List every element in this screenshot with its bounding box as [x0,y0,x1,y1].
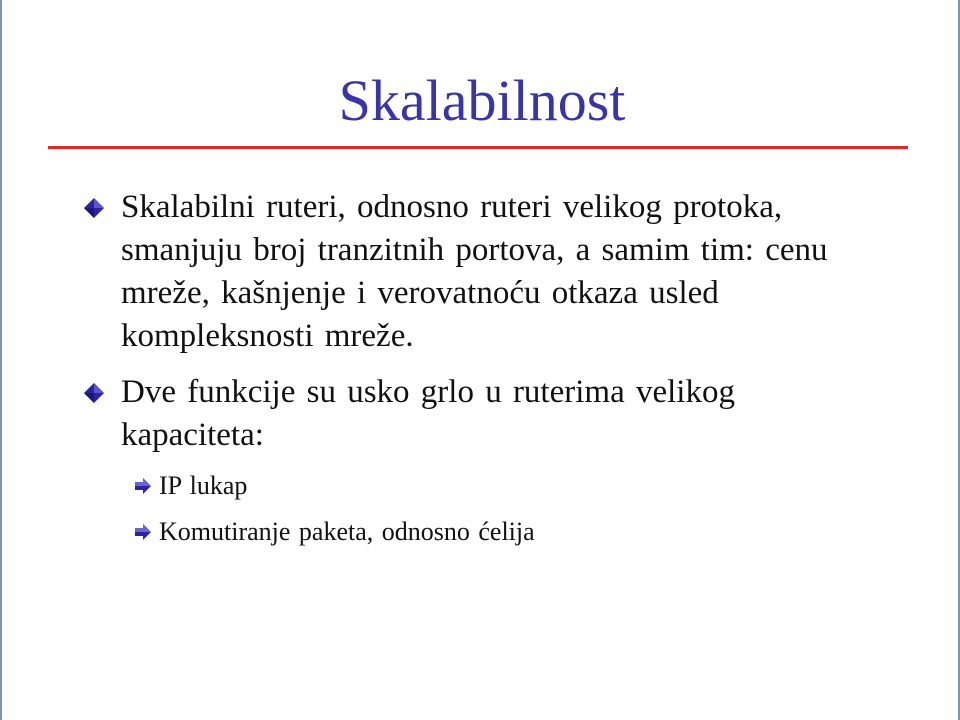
slide-content [84,186,884,562]
sub-bullet-list [84,470,884,548]
sub-bullet-text: Komutiranje paketa, odnosno ćelija [159,517,535,546]
bullet-item [84,371,884,457]
arrow-bullet-icon [134,523,152,541]
bullet-text: Dve funkcije su usko grlo u ruterima velikog kapaciteta: [121,374,735,453]
arrow-bullet-icon [134,477,152,495]
sub-bullet-item [134,516,884,548]
bullet-text: Skalabilni ruteri, odnosno ruteri velikog protoka, smanjuju broj tranzitnih portova, a samim tim: cenu mreže, kašnjenje i verovatnoću otkaza usled kompleksnosti mreže. [121,189,828,354]
sub-bullet-text: IP lukap [159,471,248,500]
diamond-bullet-icon [84,383,104,403]
sub-bullet-item [134,470,884,502]
title-underline [48,146,908,149]
diamond-bullet-icon [84,198,104,218]
bullet-item [84,186,884,358]
slide-title: Skalabilnost [338,68,626,133]
